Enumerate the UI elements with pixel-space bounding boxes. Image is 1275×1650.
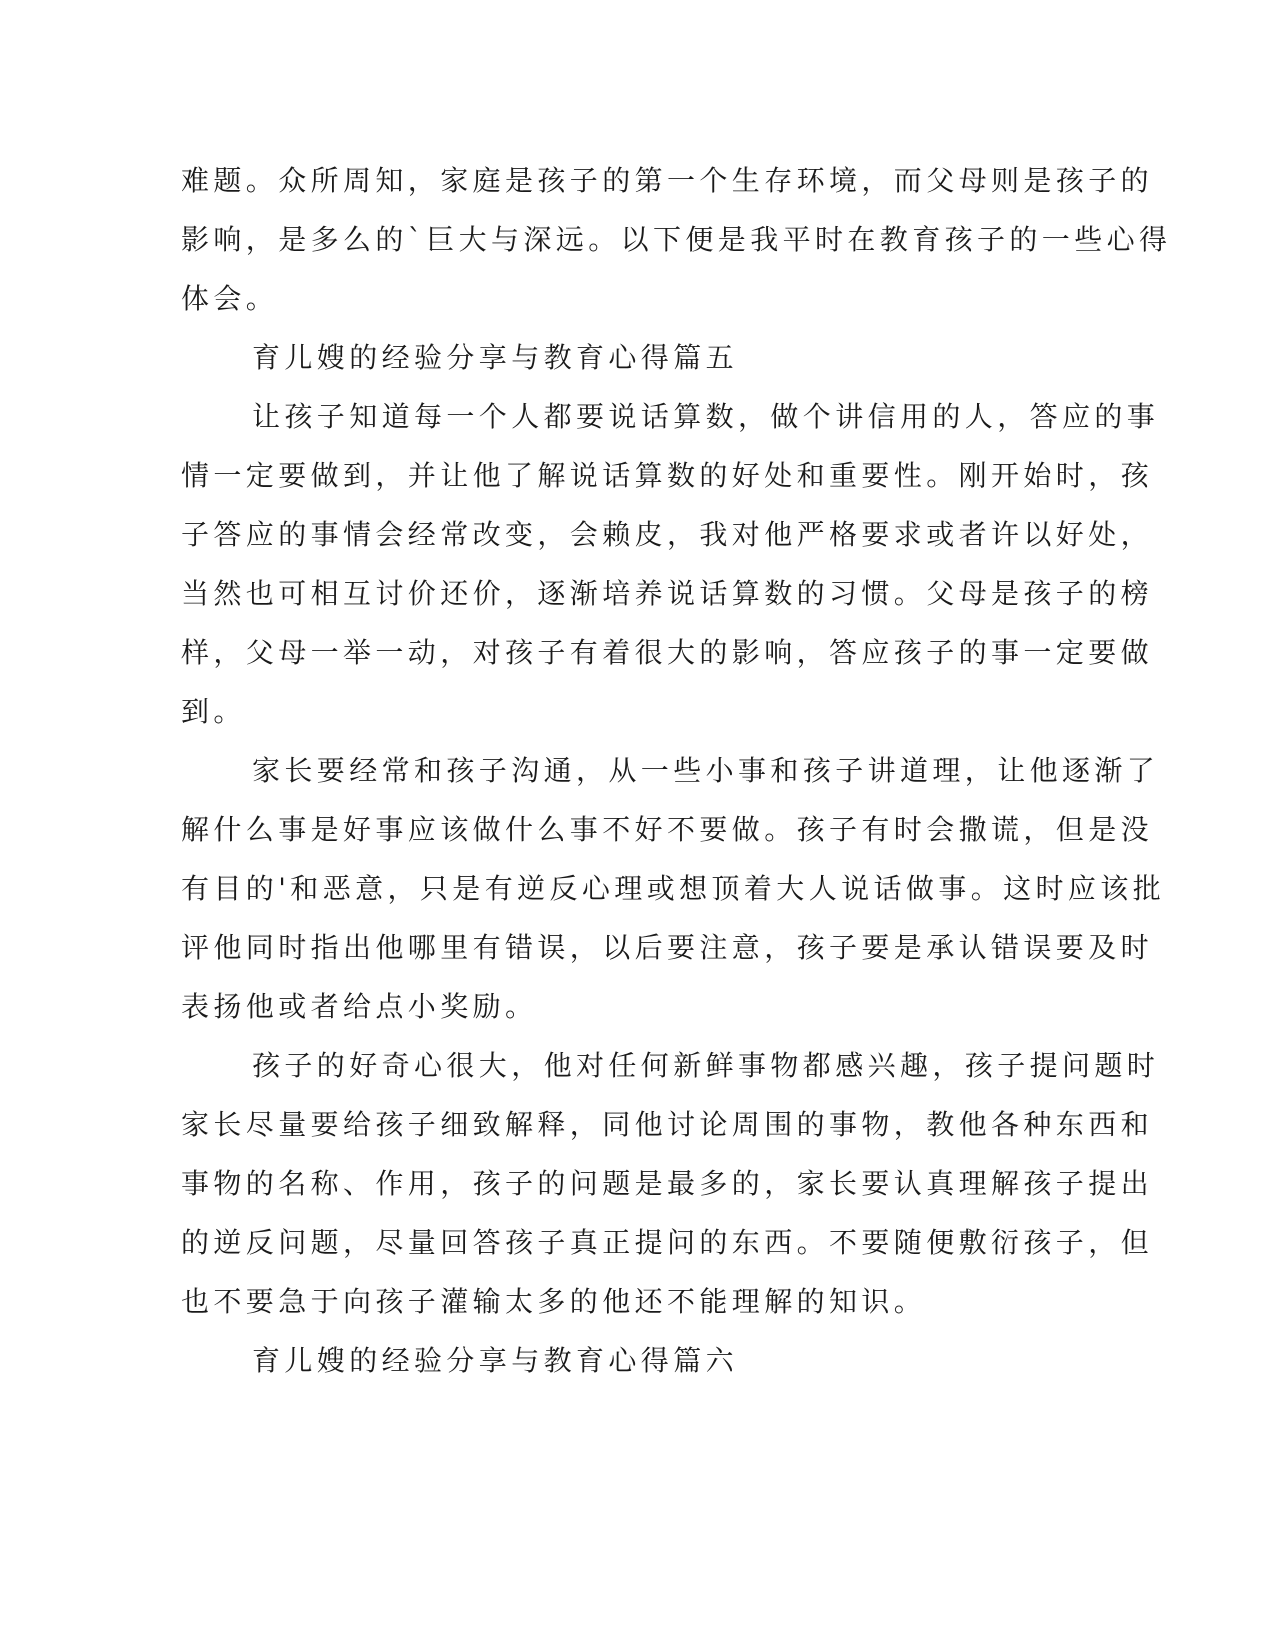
text-line: 当然也可相互讨价还价，逐渐培养说话算数的习惯。父母是孩子的榜 xyxy=(181,577,1154,610)
text-line: 事物的名称、作用，孩子的问题是最多的，家长要认真理解孩子提出 xyxy=(181,1167,1154,1200)
text-line: 评他同时指出他哪里有错误，以后要注意，孩子要是承认错误要及时 xyxy=(181,931,1154,964)
text-line: 难题。众所周知，家庭是孩子的第一个生存环境，而父母则是孩子的 xyxy=(181,164,1154,197)
text-line: 体会。 xyxy=(181,282,279,315)
text-line: 表扬他或者给点小奖励。 xyxy=(181,990,538,1023)
text-line: 也不要急于向孩子灌输太多的他还不能理解的知识。 xyxy=(181,1285,927,1318)
text-line: 的逆反问题，尽量回答孩子真正提问的东西。不要随便敷衍孩子，但 xyxy=(181,1226,1154,1259)
text-line: 孩子的好奇心很大，他对任何新鲜事物都感兴趣，孩子提问题时 xyxy=(252,1049,1160,1082)
text-line: 样，父母一举一动，对孩子有着很大的影响，答应孩子的事一定要做 xyxy=(181,636,1154,669)
text-line: 家长要经常和孩子沟通，从一些小事和孩子讲道理，让他逐渐了 xyxy=(252,754,1160,787)
text-line: 家长尽量要给孩子细致解释，同他讨论周围的事物，教他各种东西和 xyxy=(181,1108,1154,1141)
text-line: 影响，是多么的`巨大与深远。以下便是我平时在教育孩子的一些心得 xyxy=(181,223,1172,256)
text-line: 子答应的事情会经常改变，会赖皮，我对他严格要求或者许以好处， xyxy=(181,518,1154,551)
text-line: 到。 xyxy=(181,695,246,728)
section-heading-6: 育儿嫂的经验分享与教育心得篇六 xyxy=(252,1344,739,1377)
text-line: 解什么事是好事应该做什么事不好不要做。孩子有时会撒谎，但是没 xyxy=(181,813,1154,846)
section-heading-5: 育儿嫂的经验分享与教育心得篇五 xyxy=(252,341,739,374)
text-line: 有目的'和恶意，只是有逆反心理或想顶着大人说话做事。这时应该批 xyxy=(181,872,1166,905)
text-line: 情一定要做到，并让他了解说话算数的好处和重要性。刚开始时，孩 xyxy=(181,459,1154,492)
text-line: 让孩子知道每一个人都要说话算数，做个讲信用的人，答应的事 xyxy=(252,400,1160,433)
